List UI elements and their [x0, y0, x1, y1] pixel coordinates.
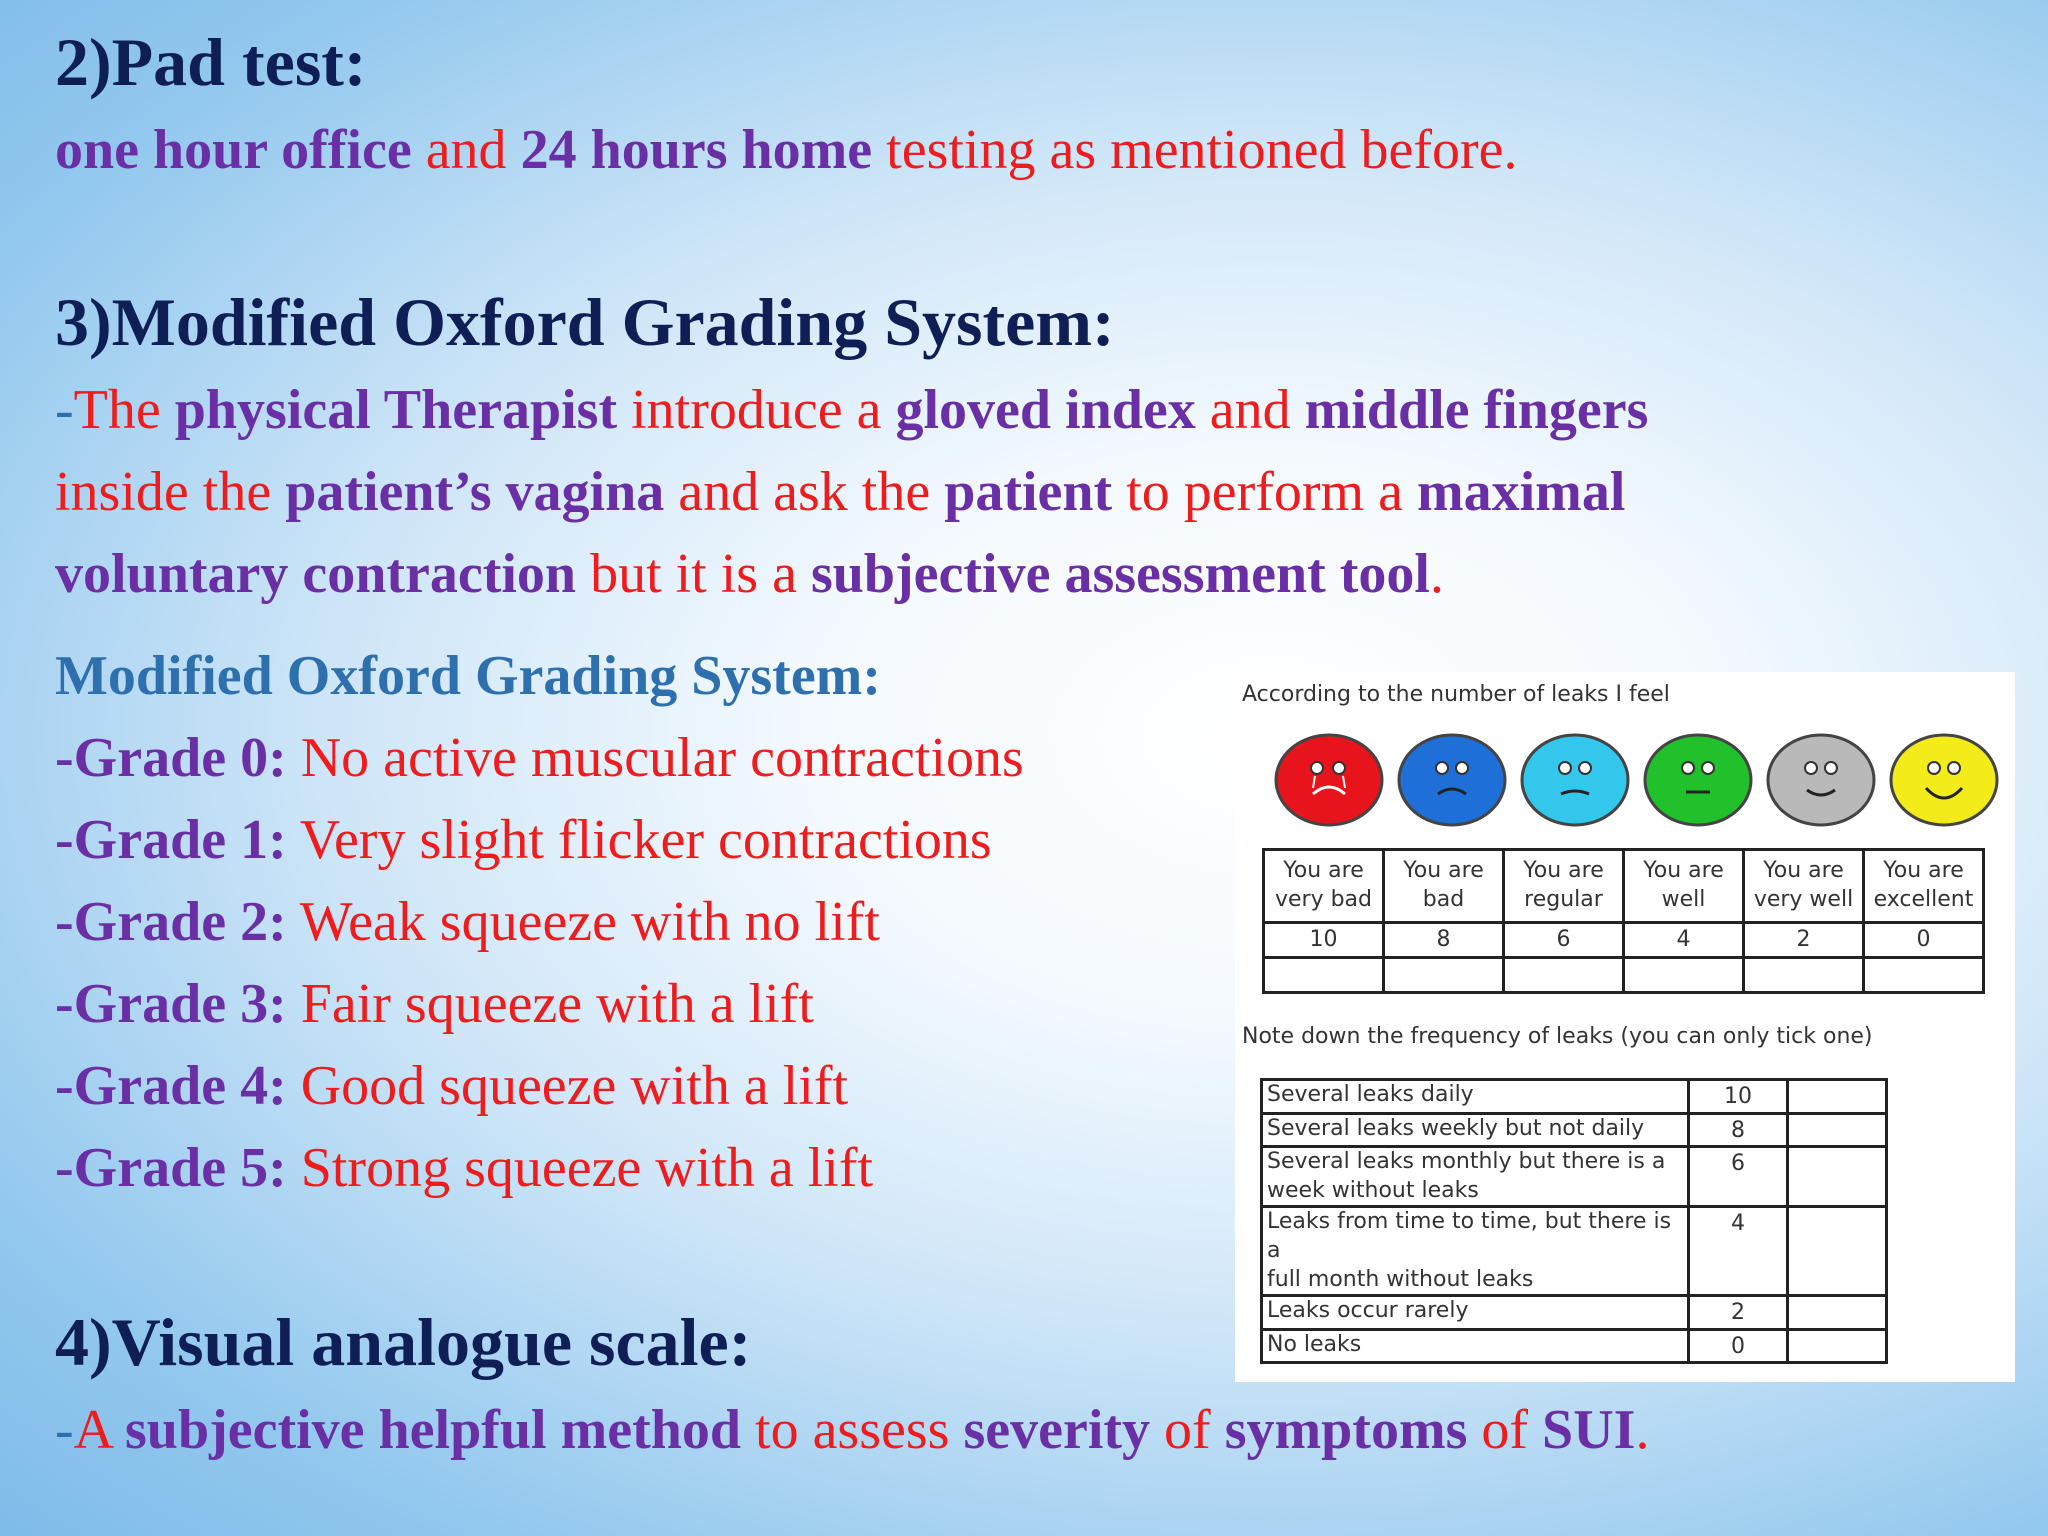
pad-test-heading: 2)Pad test: [55, 24, 367, 100]
grade-5-desc: Strong squeeze with a lift [286, 1137, 874, 1199]
vas-h: SUI [1542, 1399, 1636, 1461]
oxford-l3-a: voluntary contraction [55, 543, 577, 605]
scale-tick-cell [1384, 958, 1504, 993]
oxford-l1-f: middle fingers [1304, 379, 1649, 441]
vas-c: to assess [741, 1399, 964, 1461]
scale-value: 4 [1624, 923, 1744, 958]
leak-scale-figure [1235, 672, 2015, 1382]
freq-value: 6 [1689, 1147, 1788, 1207]
freq-value: 4 [1689, 1207, 1788, 1296]
freq-value: 0 [1689, 1329, 1788, 1363]
scale-value: 6 [1504, 923, 1624, 958]
oxford-l3-b: but it is a [576, 543, 811, 605]
grade-4-label: -Grade 4: [55, 1055, 287, 1117]
pad-test-and: and [411, 119, 521, 181]
freq-tick-cell [1788, 1296, 1887, 1330]
oxford-l1-e: and [1195, 379, 1305, 441]
freq-desc: Several leaks weekly but not daily [1262, 1113, 1689, 1147]
freq-desc-line1: Several leaks monthly but there is a [1267, 1149, 1666, 1175]
oxford-l1-b: physical Therapist [174, 379, 618, 441]
table-row [1262, 1329, 1887, 1363]
vas-i: . [1635, 1399, 1650, 1461]
scale-label-line2: well [1661, 887, 1706, 912]
grade-5 [55, 1137, 874, 1199]
oxford-line-3 [55, 543, 1444, 605]
table-row [1262, 1147, 1887, 1207]
freq-tick-cell [1788, 1080, 1887, 1114]
freq-tick-cell [1788, 1147, 1887, 1207]
freq-desc-line1: Leaks from time to time, but there is a [1267, 1209, 1672, 1263]
oxford-l2-c: and ask the [664, 461, 945, 523]
freq-desc: No leaks [1262, 1329, 1689, 1363]
oxford-l2-f: maximal [1416, 461, 1626, 523]
pad-test-rest: testing as mentioned before. [872, 119, 1518, 181]
scale-value: 2 [1744, 923, 1864, 958]
oxford-line-2 [55, 461, 1626, 523]
freq-tick-cell [1788, 1207, 1887, 1296]
scale-cell [1744, 850, 1864, 923]
figure-caption-mid: Note down the frequency of leaks (you can only tick one) [1242, 1024, 1873, 1049]
scale-tick-row [1264, 958, 1984, 993]
oxford-l2-b: patient’s vagina [285, 461, 665, 523]
freq-desc [1262, 1207, 1689, 1296]
face-excellent-icon [1888, 732, 2000, 828]
scale-cell [1384, 850, 1504, 923]
grade-4-desc: Good squeeze with a lift [286, 1055, 849, 1117]
grade-3 [55, 973, 814, 1035]
grade-1-desc: Very slight flicker contractions [286, 809, 992, 871]
grade-3-desc: Fair squeeze with a lift [286, 973, 814, 1035]
pad-test-home: 24 hours home [520, 119, 873, 181]
oxford-l3-d: . [1430, 543, 1444, 605]
scale-cell [1264, 850, 1384, 923]
scale-tick-cell [1744, 958, 1864, 993]
freq-desc-line2: full month without leaks [1267, 1266, 1534, 1292]
oxford-heading: 3)Modified Oxford Grading System: [55, 284, 1115, 360]
freq-desc-line2: week without leaks [1267, 1177, 1479, 1203]
freq-tick-cell [1788, 1113, 1887, 1147]
face-well-icon [1642, 732, 1754, 828]
leak-frequency-table [1260, 1078, 1888, 1364]
grade-5-label: -Grade 5: [55, 1137, 287, 1199]
figure-caption-top: According to the number of leaks I feel [1242, 682, 1670, 707]
scale-label-line2: very bad [1274, 887, 1373, 912]
grade-2-label: -Grade 2: [55, 891, 287, 953]
grade-3-label: -Grade 3: [55, 973, 287, 1035]
grade-1 [55, 809, 992, 871]
scale-tick-cell [1504, 958, 1624, 993]
freq-desc [1262, 1147, 1689, 1207]
face-very-well-icon [1765, 732, 1877, 828]
scale-cell [1504, 850, 1624, 923]
vas-heading: 4)Visual analogue scale: [55, 1304, 752, 1380]
vas-g: of [1467, 1399, 1543, 1461]
pad-test-text [55, 119, 1518, 181]
scale-label-line2: bad [1422, 887, 1465, 912]
vas-a: A [73, 1399, 126, 1461]
grade-0-desc: No active muscular contractions [286, 727, 1024, 789]
freq-value: 8 [1689, 1113, 1788, 1147]
scale-label-line1: You are [1763, 858, 1844, 884]
oxford-subheading: Modified Oxford Grading System: [55, 645, 881, 707]
freq-tick-cell [1788, 1329, 1887, 1363]
table-row [1262, 1113, 1887, 1147]
scale-value: 0 [1864, 923, 1984, 958]
oxford-line-1 [55, 379, 1649, 441]
oxford-l2-e: to perform a [1112, 461, 1417, 523]
grade-2-desc: Weak squeeze with no lift [286, 891, 880, 953]
oxford-l3-c: subjective assessment tool [810, 543, 1430, 605]
scale-cell [1624, 850, 1744, 923]
table-row [1262, 1296, 1887, 1330]
grade-4 [55, 1055, 849, 1117]
vas-f: symptoms [1224, 1399, 1468, 1461]
scale-value: 8 [1384, 923, 1504, 958]
freq-value: 2 [1689, 1296, 1788, 1330]
vas-e: of [1150, 1399, 1225, 1461]
table-row [1262, 1080, 1887, 1114]
face-bad-icon [1396, 732, 1508, 828]
pad-test-office: one hour office [55, 119, 412, 181]
table-row [1262, 1207, 1887, 1296]
scale-label-line2: regular [1524, 887, 1603, 912]
grade-2 [55, 891, 880, 953]
vas-text [55, 1399, 1650, 1461]
oxford-l2-d: patient [944, 461, 1113, 523]
grade-1-label: -Grade 1: [55, 809, 287, 871]
scale-tick-cell [1624, 958, 1744, 993]
scale-cell [1864, 850, 1984, 923]
face-row [1273, 732, 1993, 832]
vas-dash: - [55, 1399, 74, 1461]
face-very-bad-icon [1273, 732, 1385, 828]
leak-feeling-scale-table [1262, 848, 1985, 994]
scale-label-line1: You are [1283, 858, 1364, 884]
vas-b: subjective helpful method [125, 1399, 742, 1461]
freq-value: 10 [1689, 1080, 1788, 1114]
scale-label-line1: You are [1403, 858, 1484, 884]
scale-label-line2: very well [1753, 887, 1854, 912]
oxford-l1-a: The [73, 379, 175, 441]
scale-label-line1: You are [1523, 858, 1604, 884]
scale-labels-row [1264, 850, 1984, 923]
scale-tick-cell [1264, 958, 1384, 993]
vas-d: severity [963, 1399, 1151, 1461]
grade-0 [55, 727, 1024, 789]
oxford-dash: - [55, 379, 74, 441]
grade-0-label: -Grade 0: [55, 727, 287, 789]
scale-label-line1: You are [1643, 858, 1724, 884]
scale-values-row [1264, 923, 1984, 958]
oxford-l2-a: inside the [55, 461, 286, 523]
scale-tick-cell [1864, 958, 1984, 993]
face-regular-icon [1519, 732, 1631, 828]
freq-desc: Several leaks daily [1262, 1080, 1689, 1114]
scale-label-line1: You are [1883, 858, 1964, 884]
oxford-l1-d: gloved index [895, 379, 1196, 441]
freq-desc: Leaks occur rarely [1262, 1296, 1689, 1330]
scale-label-line2: excellent [1873, 887, 1974, 912]
scale-value: 10 [1264, 923, 1384, 958]
oxford-l1-c: introduce a [617, 379, 896, 441]
